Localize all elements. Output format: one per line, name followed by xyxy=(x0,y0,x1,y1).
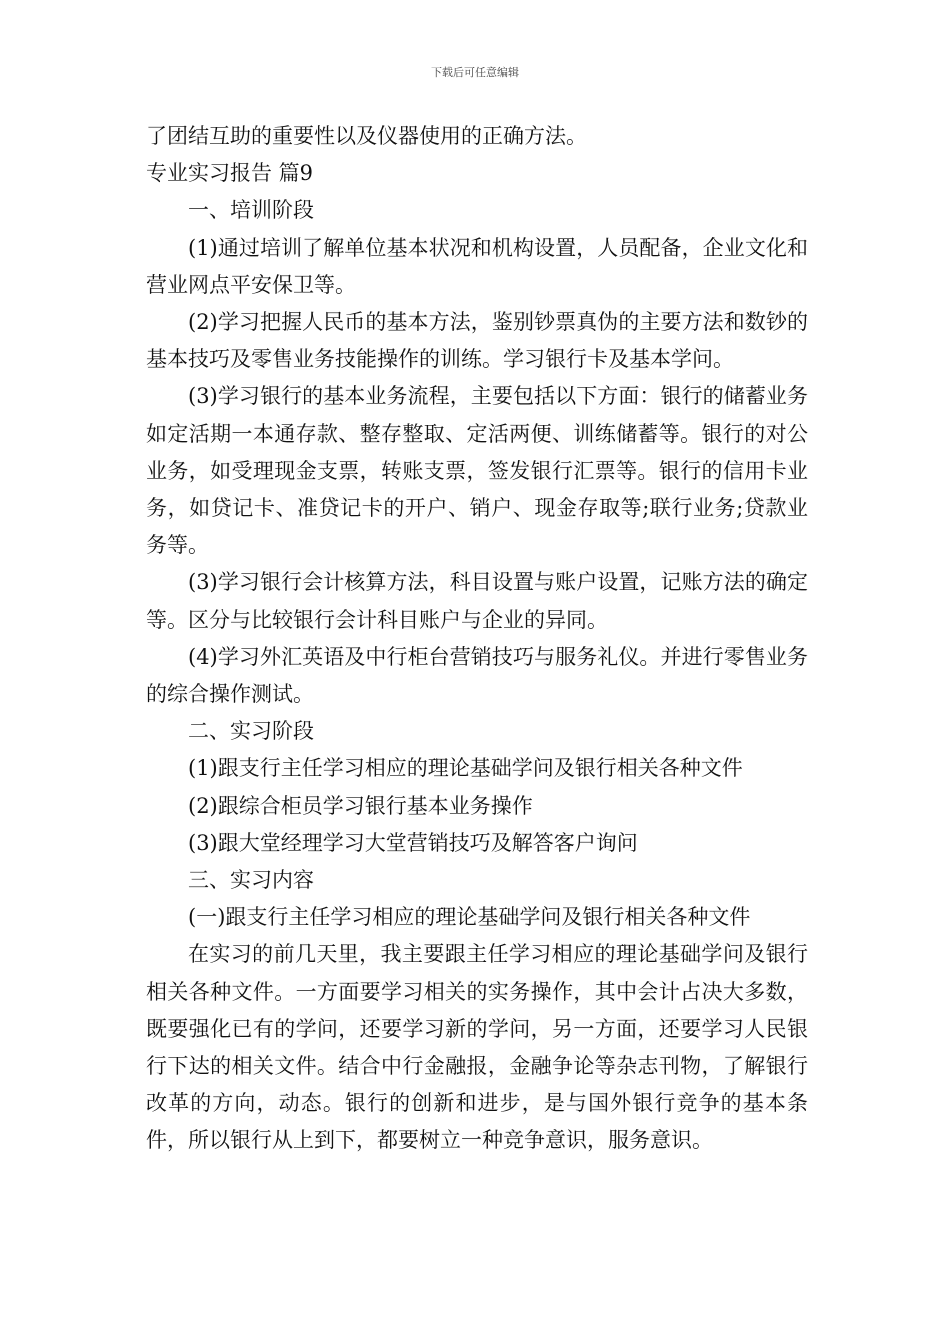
paragraph-training-2: (2)学习把握人民币的基本方法，鉴别钞票真伪的主要方法和数钞的基本技巧及零售业务技能操作的训练。学习银行卡及基本学问。 xyxy=(146,310,808,372)
paragraph-training-3b: (3)学习银行会计核算方法，科目设置与账户设置，记账方法的确定等。区分与比较银行会计科目账户与企业的异同。 xyxy=(146,570,808,632)
section-title: 专业实习报告 篇9 xyxy=(146,161,314,186)
document-body xyxy=(146,118,808,1160)
paragraph-training-1: (1)通过培训了解单位基本状况和机构设置，人员配备，企业文化和营业网点平安保卫等。 xyxy=(146,235,808,297)
heading-internship-stage: 二、实习阶段 xyxy=(188,719,314,744)
paragraph-internship-2: (2)跟综合柜员学习银行基本业务操作 xyxy=(188,793,533,818)
paragraph-continuation: 了团结互助的重要性以及仪器使用的正确方法。 xyxy=(146,124,587,148)
paragraph-training-3: (3)学习银行的基本业务流程，主要包括以下方面：银行的储蓄业务如定活期一本通存款、整存整取、定活两便、训练储蓄等。银行的对公业务，如受理现金支票，转账支票，签发银行汇票等。银行的信用卡业务，如贷记卡、准贷记卡的开户、销户、现金存取等;联行业务;贷款业务等。 xyxy=(146,384,808,558)
heading-internship-content: 三、实习内容 xyxy=(188,868,314,893)
page-header-note: 下载后可任意编辑 xyxy=(431,66,519,79)
heading-training-stage: 一、培训阶段 xyxy=(188,198,314,223)
paragraph-internship-3: (3)跟大堂经理学习大堂营销技巧及解答客户询问 xyxy=(188,830,638,855)
paragraph-content-body: 在实习的前几天里，我主要跟主任学习相应的理论基础学问及银行相关各种文件。一方面要学习相关的实务操作，其中会计占决大多数，既要强化已有的学问，还要学习新的学问，另一方面，还要学习人民银行下达的相关文件。结合中行金融报，金融争论等杂志刊物，了解银行改革的方向，动态。银行的创新和进步，是与国外银行竞争的基本条件，所以银行从上到下，都要树立一种竞争意识，服务意识。 xyxy=(146,942,808,1153)
paragraph-internship-1: (1)跟支行主任学习相应的理论基础学问及银行相关各种文件 xyxy=(188,756,743,781)
paragraph-training-4: (4)学习外汇英语及中行柜台营销技巧与服务礼仪。并进行零售业务的综合操作测试。 xyxy=(146,644,808,707)
subheading-content-1: (一)跟支行主任学习相应的理论基础学问及银行相关各种文件 xyxy=(188,905,751,930)
